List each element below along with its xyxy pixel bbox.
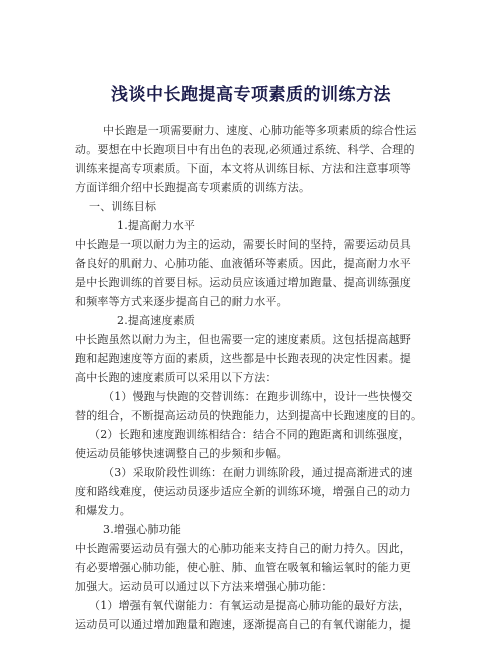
paragraph-line: 和爆发力。	[75, 504, 131, 517]
paragraph-line: 有必要增强心肺功能，使心脏、肺、血管在吸氧和输运氧时的能力更	[75, 561, 411, 574]
paragraph-line: 跑和起跑速度等方面的素质，这些都是中长跑表现的决定性因素。提	[75, 352, 411, 365]
section-heading: 一、训练目标	[89, 200, 157, 213]
subsection-heading: 2.提高速度素质	[117, 314, 196, 327]
paragraph-line: 动。要想在中长跑项目中有出色的表现,必须通过系统、科学、合理的	[75, 143, 415, 156]
paragraph-line: 高中长跑的速度素质可以采用以下方法：	[75, 371, 277, 384]
list-item-line: （1）增强有氧代谢能力：有氧运动是提高心肺功能的最好方法，	[89, 599, 410, 612]
document-title: 浅谈中长跑提高专项素质的训练方法	[111, 85, 391, 105]
paragraph-line: 加强大。运动员可以通过以下方法来增强心肺功能：	[75, 580, 333, 593]
list-item-line: （2）长跑和速度跑训练相结合：结合不同的跑距离和训练强度，	[89, 428, 410, 441]
paragraph-line: 和频率等方式来逐步提高自己的耐力水平。	[75, 295, 288, 308]
paragraph-line: 备良好的肌耐力、心肺功能、血液循环等素质。因此，提高耐力水平	[75, 257, 411, 270]
paragraph-line: 中长跑是一项以耐力为主的运动，需要长时间的坚持，需要运动员具	[75, 238, 411, 251]
subsection-heading: 1.提高耐力水平	[117, 219, 196, 232]
paragraph-line: 替的组合，不断提高运动员的快跑能力，达到提高中长跑速度的目的。	[75, 409, 423, 422]
paragraph-line: 使运动员能够快速调整自己的步频和步幅。	[75, 447, 288, 460]
paragraph-line: 是中长跑训练的首要目标。运动员应该通过增加跑量、提高训练强度	[75, 276, 411, 289]
paragraph-line: 度和路线难度，使运动员逐步适应全新的训练环境，增强自己的动力	[75, 485, 411, 498]
paragraph-line: 中长跑是一项需要耐力、速度、心肺功能等多项素质的综合性运	[103, 124, 417, 137]
paragraph-line: 中长跑虽然以耐力为主，但也需要一定的速度素质。这包括提高越野	[75, 333, 411, 346]
subsection-heading: 3.增强心肺功能	[103, 523, 182, 536]
paragraph-line: 训练来提高专项素质。下面，本文将从训练目标、方法和注意事项等	[75, 162, 411, 175]
paragraph-line: 运动员可以通过增加跑量和跑速，逐渐提高自己的有氧代谢能力，提	[75, 618, 411, 631]
paragraph-line: 方面详细介绍中长跑提高专项素质的训练方法。	[75, 181, 311, 194]
list-item-line: （1）慢跑与快跑的交替训练：在跑步训练中，设计一些快慢交	[103, 390, 413, 403]
paragraph-line: 中长跑需要运动员有强大的心肺功能来支持自己的耐力持久。因此，	[75, 542, 411, 555]
list-item-line: （3）采取阶段性训练：在耐力训练阶段，通过提高渐进式的速	[103, 466, 413, 479]
